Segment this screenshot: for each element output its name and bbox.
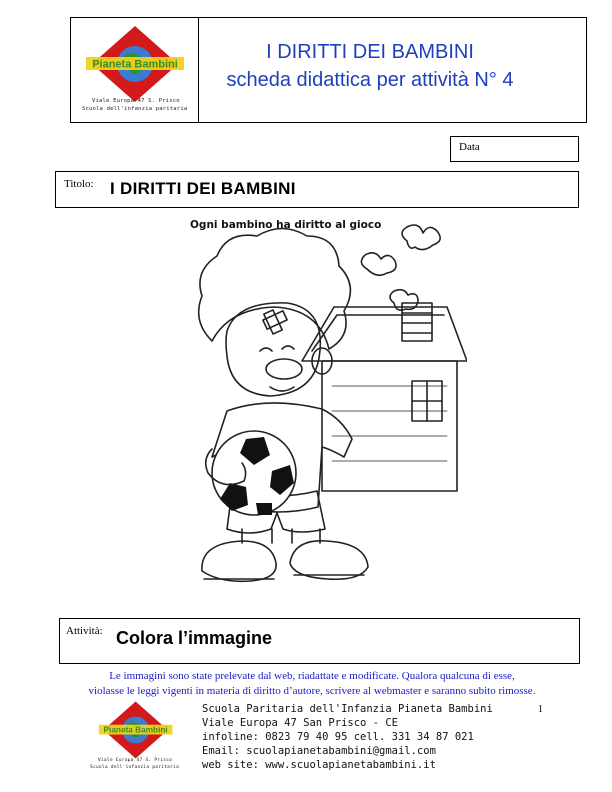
header-logo	[78, 24, 193, 119]
footer-logo-address: Viale Europa 47 S. Prisco	[98, 758, 173, 763]
footer-logo-name: Pianeta Bambini	[103, 725, 168, 735]
title-field[interactable]	[55, 171, 579, 208]
picture-caption: Ogni bambino ha diritto al gioco	[190, 219, 382, 231]
title-label: Titolo:	[64, 178, 94, 190]
activity-label: Attività:	[66, 625, 103, 637]
page-title-line-2: scheda didattica per attività N° 4	[226, 69, 514, 91]
footer-school-name: Scuola Paritaria dell'Infanzia Pianeta Bambini	[202, 703, 493, 715]
disclaimer-line-1: Le immagini sono state prelevate dal web, riadattate e modificate. Qualora qualcuna di esse,	[109, 670, 515, 682]
child-eye-left	[260, 348, 272, 351]
footer-contacts	[202, 702, 493, 772]
date-field[interactable]	[450, 136, 579, 162]
child-bandage-cross	[264, 310, 282, 334]
title-value: I DIRITTI DEI BAMBINI	[110, 179, 296, 198]
window-frame	[412, 381, 442, 421]
child-shoe-right	[290, 541, 368, 579]
footer-email[interactable]: Email: scuolapianetabambini@gmail.com	[202, 745, 436, 757]
footer-website[interactable]: web site: www.scuolapianetabambini.it	[202, 759, 436, 771]
footer-phone: infoline: 0823 79 40 95 cell. 331 34 87 021	[202, 731, 474, 743]
page-title	[200, 38, 540, 94]
child-mouth	[270, 387, 294, 391]
logo-emblem-icon	[78, 24, 193, 104]
smoke-cloud-2	[361, 253, 396, 276]
child-nose	[266, 359, 302, 379]
page-number: 1	[538, 704, 543, 715]
logo-subtitle: Scuola dell'infanzia paritaria	[82, 106, 188, 112]
page-title-line-1: I DIRITTI DEI BAMBINI	[266, 41, 474, 63]
coloring-picture	[172, 211, 467, 613]
child-face	[226, 303, 320, 396]
date-label: Data	[459, 141, 480, 153]
disclaimer-line-2: violasse le leggi vigenti in materia di diritto d’autore, scrivere al webmaster e saranno subito rimosse.	[88, 685, 536, 697]
child-eye-right	[282, 346, 294, 349]
header-divider	[198, 17, 199, 123]
activity-value: Colora l’immagine	[116, 628, 273, 648]
child-shoe-left	[202, 541, 276, 581]
house-siding	[332, 386, 447, 461]
disclaimer	[22, 669, 602, 699]
smoke-cloud-1	[402, 225, 440, 250]
footer-logo-emblem-icon	[88, 700, 184, 760]
footer-logo	[88, 700, 184, 774]
footer-address: Viale Europa 47 San Prisco - CE	[202, 717, 398, 729]
ball-patch-4	[256, 503, 272, 515]
chimney-bricks	[402, 313, 432, 333]
footer-logo-subtitle: Scuola dell'infanzia paritaria	[90, 765, 179, 770]
activity-field[interactable]	[59, 618, 580, 664]
child-hair	[199, 229, 351, 350]
logo-address: Viale Europa 47 S. Prisco	[92, 98, 180, 104]
logo-name: Pianeta Bambini	[92, 58, 178, 71]
